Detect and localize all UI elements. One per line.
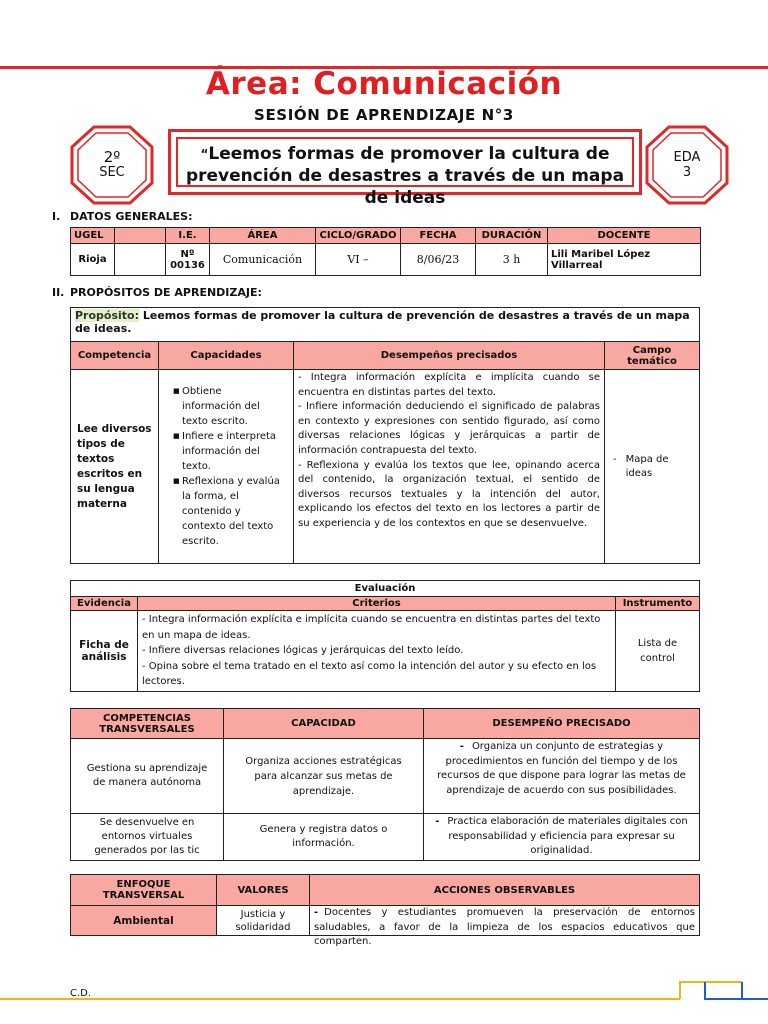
desempenos-cell xyxy=(294,370,605,564)
footer-cd: C.D. xyxy=(70,988,92,999)
header-acciones: ACCIONES OBSERVABLES xyxy=(310,875,700,906)
header-ciclo-grado: CICLO/GRADO xyxy=(316,228,401,244)
grade-number: 2º xyxy=(103,148,121,166)
session-title-banner xyxy=(168,129,642,208)
header-ugel: UGEL xyxy=(71,228,115,244)
desempeno-text: Organiza un conjunto de estrategias y procedimientos en función del tiempo y de los recursos de que dispone para lograr las metas de aprendizaje de acuerdo con sus posibilidades. xyxy=(437,741,686,796)
campo-dash: - xyxy=(613,453,617,465)
header-valores: VALORES xyxy=(217,875,310,906)
acciones-dash: - xyxy=(314,907,319,918)
transversal-approach-table xyxy=(70,874,700,947)
header-capacidades: Capacidades xyxy=(159,342,294,370)
header-capacidad: CAPACIDAD xyxy=(224,709,424,739)
duracion-value: 3 h xyxy=(476,244,548,276)
desempeno-dash: - xyxy=(435,816,440,827)
desempeno-item: - Reflexiona y evalúa los textos que lee, opinando acerca del contenido, la organización textual, el sentido de diversos recursos textuales y la intención del autor, explicando los efectos del texto en los lectores a partir de su experiencia y de los contextos en que se desenvuelve. xyxy=(298,459,600,529)
header-campo-tematico: Campo temático xyxy=(605,342,700,370)
purpose-cell xyxy=(71,308,700,342)
section-heading-purposes xyxy=(52,286,262,299)
blank-value xyxy=(115,244,166,276)
evaluation-title: Evaluación xyxy=(71,581,700,597)
header-enfoque: ENFOQUE TRANSVERSAL xyxy=(71,875,217,906)
ciclo-grado-value: VI – xyxy=(316,244,401,276)
criterios-cell xyxy=(138,611,616,692)
transversal-competencies-table xyxy=(70,708,700,861)
section-title: DATOS GENERALES: xyxy=(70,210,193,223)
ie-value: Nº 00136 xyxy=(166,244,210,276)
acciones-cell xyxy=(310,906,700,947)
header-criterios: Criterios xyxy=(138,597,616,611)
session-subtitle: SESIÓN DE APRENDIZAJE N°3 xyxy=(254,106,514,124)
evidencia-cell: Ficha de análisis xyxy=(71,611,138,692)
eda-badge xyxy=(645,125,729,205)
purpose-text: Leemos formas de promover la cultura de prevención de desastres a través de un mapa de ideas. xyxy=(75,309,690,335)
open-quote: “ xyxy=(200,147,209,161)
header-desempenos: Desempeños precisados xyxy=(294,342,605,370)
desempeno-dash: - xyxy=(459,741,464,752)
session-title-text: Leemos formas de promover la cultura de prevención de desastres a través de un mapa de ideas xyxy=(185,144,625,208)
header-fecha: FECHA xyxy=(401,228,476,244)
desempeno-text: Practica elaboración de materiales digitales con responsabilidad y eficiencia para expresar su originalidad. xyxy=(447,816,688,857)
section-number: II. xyxy=(52,286,65,299)
purpose-label: Propósito: xyxy=(75,309,140,322)
footer-decoration-icon xyxy=(0,978,768,1024)
capacidad-item: ■ Reflexiona y evalúa la forma, el contenido y contexto del texto escrito. xyxy=(173,474,283,549)
area-value: Comunicación xyxy=(210,244,316,276)
header-desempeno-precisado: DESEMPEÑO PRECISADO xyxy=(424,709,700,739)
transversal-capacidad: Organiza acciones estratégicas para alcanzar sus metas de aprendizaje. xyxy=(224,739,424,814)
eda-number: 3 xyxy=(682,165,692,180)
transversal-desempeno xyxy=(424,739,700,814)
fecha-value: 8/06/23 xyxy=(401,244,476,276)
section-title: PROPÓSITOS DE APRENDIZAJE: xyxy=(70,286,262,299)
grade-badge xyxy=(70,125,154,205)
capacidades-cell xyxy=(159,370,294,564)
enfoque-value: Ambiental xyxy=(71,906,217,936)
purposes-table xyxy=(70,307,700,564)
transversal-desempeno xyxy=(424,814,700,861)
valores-value: Justicia y solidaridad xyxy=(217,906,310,936)
header-duracion: DURACIÓN xyxy=(476,228,548,244)
evaluation-table xyxy=(70,580,700,692)
header-competencias-transversales: COMPETENCIAS TRANSVERSALES xyxy=(71,709,224,739)
header-area: ÁREA xyxy=(210,228,316,244)
desempeno-item: - Infiere información deduciendo el significado de palabras en contexto y expresiones con sentido figurado, así como diversas relaciones lógicas y jerárquicas a partir de información contrapuesta del texto. xyxy=(298,401,600,456)
capacidades-list xyxy=(173,384,283,549)
ugel-value: Rioja xyxy=(71,244,115,276)
header-instrumento: Instrumento xyxy=(616,597,700,611)
header-blank xyxy=(115,228,166,244)
instrumento-cell: Lista de control xyxy=(616,611,700,692)
criterio-item: - Opina sobre el tema tratado en el texto así como la intención del autor y su efecto en los lectores. xyxy=(142,660,597,688)
header-ie: I.E. xyxy=(166,228,210,244)
page-title: Área: Comunicación xyxy=(205,66,563,102)
grade-level: SEC xyxy=(99,165,125,180)
campo-value: Mapa de ideas xyxy=(625,453,669,479)
transversal-competencia: Se desenvuelve en entornos virtuales generados por las tic xyxy=(71,814,224,861)
acciones-text: Docentes y estudiantes promueven la preservación de entornos saludables, a favor de la limpieza de los espacios educativos que comparten. xyxy=(314,907,695,947)
capacidad-item: ■ Infiere e interpreta información del texto. xyxy=(173,429,283,474)
competencia-cell: Lee diversos tipos de textos escritos en su lengua materna xyxy=(71,370,159,564)
section-number: I. xyxy=(52,210,61,223)
header-competencia: Competencia xyxy=(71,342,159,370)
criterio-item: - Infiere diversas relaciones lógicas y jerárquicas del texto leído. xyxy=(142,645,464,657)
campo-cell xyxy=(605,370,700,564)
header-docente: DOCENTE xyxy=(548,228,701,244)
general-data-table xyxy=(70,227,701,276)
capacidad-item: ■ Obtiene información del texto escrito. xyxy=(173,384,283,429)
docente-value: Lili Maribel López Villarreal xyxy=(548,244,701,276)
transversal-competencia: Gestiona su aprendizaje de manera autónoma xyxy=(71,739,224,814)
header-evidencia: Evidencia xyxy=(71,597,138,611)
section-heading-general xyxy=(52,210,193,223)
transversal-capacidad: Genera y registra datos o información. xyxy=(224,814,424,861)
criterio-item: - Integra información explícita e implícita cuando se encuentra en distintas partes del texto en un mapa de ideas. xyxy=(142,614,601,641)
desempeno-item: - Integra información explícita e implícita cuando se encuentra en distintas partes del texto. xyxy=(298,372,600,398)
eda-label: EDA xyxy=(673,150,701,165)
